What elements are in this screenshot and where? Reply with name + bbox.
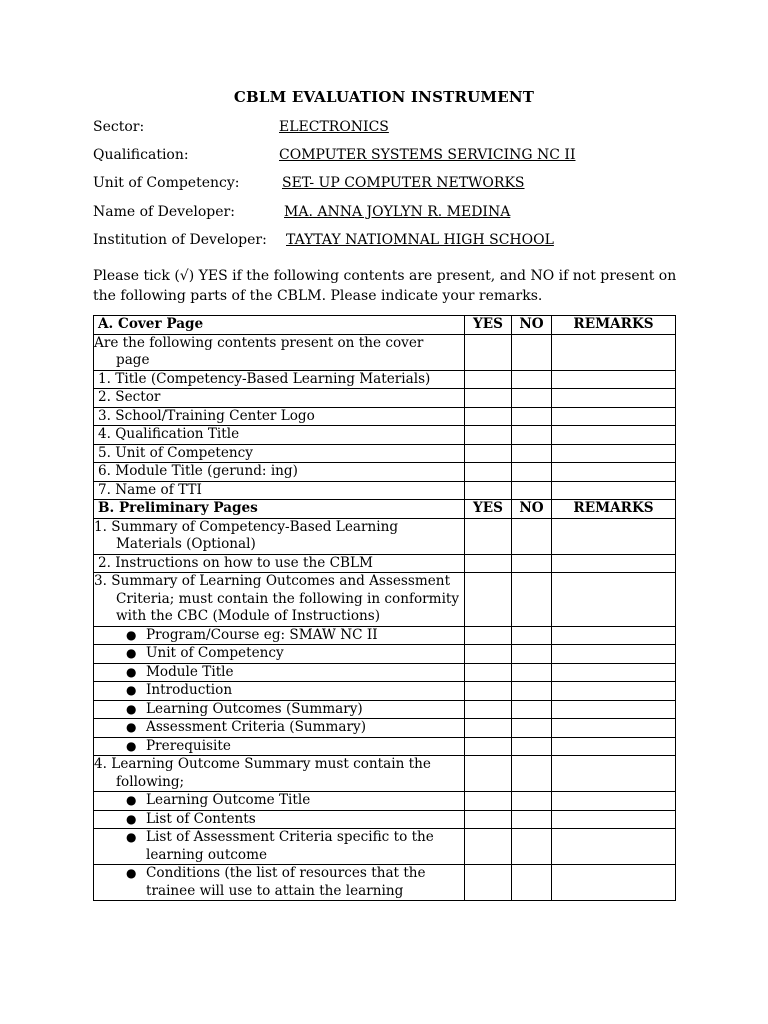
remarks-cell[interactable]: [552, 756, 676, 792]
table-row: [94, 518, 676, 554]
table-row: [94, 389, 676, 408]
qualification-value: COMPUTER SYSTEMS SERVICING NC II: [279, 147, 576, 163]
unit-row: [93, 175, 525, 191]
item-label: 2. Instructions on how to use the CBLM: [94, 554, 465, 573]
table-row: [94, 481, 676, 500]
no-cell[interactable]: [512, 481, 552, 500]
remarks-cell[interactable]: [552, 810, 676, 829]
qualification-row: [93, 147, 576, 163]
no-cell[interactable]: [512, 829, 552, 865]
yes-cell[interactable]: [465, 829, 512, 865]
item-label: 7. Name of TTI: [94, 481, 465, 500]
no-cell[interactable]: [512, 370, 552, 389]
item-label: 6. Module Title (gerund: ing): [94, 463, 465, 482]
table-row: [94, 792, 676, 811]
no-cell[interactable]: [512, 865, 552, 901]
table-row: [94, 700, 676, 719]
remarks-cell[interactable]: [552, 573, 676, 627]
yes-cell[interactable]: [465, 370, 512, 389]
bullet-item: [94, 700, 465, 719]
remarks-cell[interactable]: [552, 518, 676, 554]
item-label: 2. Sector: [94, 389, 465, 408]
item-label: 3. Summary of Learning Outcomes and Assessment Criteria; must contain the following in conformity with the CBC (Module of Instructions): [94, 573, 465, 627]
yes-cell[interactable]: [465, 463, 512, 482]
remarks-cell[interactable]: [552, 426, 676, 445]
bullet-text: List of Contents: [146, 810, 256, 827]
bullet-icon: ●: [126, 811, 137, 826]
no-cell[interactable]: [512, 573, 552, 627]
remarks-cell[interactable]: [552, 792, 676, 811]
section-b-header-row: [94, 500, 676, 519]
section-a-header: A. Cover Page: [94, 316, 465, 335]
no-cell[interactable]: [512, 645, 552, 664]
sector-value: ELECTRONICS: [279, 119, 389, 135]
yes-cell[interactable]: [465, 719, 512, 738]
no-column-header: NO: [512, 500, 552, 519]
bullet-text: Module Title: [146, 663, 234, 680]
remarks-cell[interactable]: [552, 370, 676, 389]
no-cell[interactable]: [512, 518, 552, 554]
remarks-cell[interactable]: [552, 645, 676, 664]
bullet-text: Program/Course eg: SMAW NC II: [146, 626, 378, 643]
remarks-cell[interactable]: [552, 481, 676, 500]
no-cell[interactable]: [512, 700, 552, 719]
yes-cell[interactable]: [465, 645, 512, 664]
table-row: [94, 554, 676, 573]
no-cell[interactable]: [512, 792, 552, 811]
table-row: [94, 682, 676, 701]
bullet-item: [94, 682, 465, 701]
bullet-text: Unit of Competency: [146, 645, 284, 661]
no-cell[interactable]: [512, 426, 552, 445]
table-row: [94, 407, 676, 426]
bullet-icon: ●: [126, 866, 137, 880]
developer-label: Name of Developer:: [93, 204, 235, 220]
qualification-label: Qualification:: [93, 147, 189, 163]
no-cell[interactable]: [512, 334, 552, 370]
remarks-cell[interactable]: [552, 663, 676, 682]
bullet-icon: ●: [126, 830, 137, 844]
no-cell[interactable]: [512, 810, 552, 829]
unit-value: SET- UP COMPUTER NETWORKS: [282, 175, 525, 191]
table-row: [94, 645, 676, 664]
bullet-item: [94, 829, 465, 865]
bullet-text: Introduction: [146, 682, 233, 698]
remarks-column-header: REMARKS: [552, 500, 676, 519]
no-cell[interactable]: [512, 444, 552, 463]
yes-cell[interactable]: [465, 700, 512, 719]
bullet-item: [94, 865, 465, 901]
bullet-icon: ●: [126, 720, 137, 734]
table-row: [94, 444, 676, 463]
section-a-header-row: [94, 316, 676, 335]
no-cell[interactable]: [512, 554, 552, 573]
remarks-cell[interactable]: [552, 389, 676, 408]
bullet-text: List of Assessment Criteria specific to the learning outcome: [146, 829, 434, 863]
no-cell[interactable]: [512, 626, 552, 645]
yes-cell[interactable]: [465, 810, 512, 829]
table-row: [94, 334, 676, 370]
no-cell[interactable]: [512, 663, 552, 682]
bullet-item: [94, 792, 465, 811]
item-label: 1. Summary of Competency-Based Learning Materials (Optional): [94, 518, 465, 554]
bullet-text: Assessment Criteria (Summary): [146, 719, 367, 735]
table-row: [94, 810, 676, 829]
bullet-icon: ●: [126, 646, 137, 660]
item-label: 5. Unit of Competency: [94, 444, 465, 463]
bullet-item: [94, 719, 465, 738]
yes-cell[interactable]: [465, 737, 512, 756]
remarks-cell[interactable]: [552, 626, 676, 645]
section-a-intro: Are the following contents present on the cover page: [94, 334, 465, 370]
section-b-header: B. Preliminary Pages: [94, 500, 465, 519]
bullet-item: [94, 737, 465, 756]
no-cell[interactable]: [512, 719, 552, 738]
no-cell[interactable]: [512, 737, 552, 756]
no-cell[interactable]: [512, 756, 552, 792]
table-row: [94, 829, 676, 865]
remarks-cell[interactable]: [552, 682, 676, 701]
no-cell[interactable]: [512, 682, 552, 701]
bullet-item: [94, 810, 465, 829]
no-cell[interactable]: [512, 407, 552, 426]
developer-value: MA. ANNA JOYLYN R. MEDINA: [284, 204, 511, 220]
bullet-icon: ●: [126, 793, 137, 807]
institution-label: Institution of Developer:: [93, 232, 267, 248]
sector-label: Sector:: [93, 119, 145, 135]
item-label: 3. School/Training Center Logo: [94, 407, 465, 426]
table-row: [94, 719, 676, 738]
yes-cell[interactable]: [465, 334, 512, 370]
table-row: [94, 463, 676, 482]
bullet-icon: ●: [126, 701, 137, 716]
remarks-column-header: REMARKS: [552, 316, 676, 335]
table-row: [94, 663, 676, 682]
item-label: 4. Qualification Title: [94, 426, 465, 445]
no-cell[interactable]: [512, 389, 552, 408]
remarks-cell[interactable]: [552, 719, 676, 738]
table-row: [94, 865, 676, 901]
yes-cell[interactable]: [465, 554, 512, 573]
table-row: [94, 737, 676, 756]
remarks-cell[interactable]: [552, 444, 676, 463]
remarks-cell[interactable]: [552, 407, 676, 426]
evaluation-table: [93, 315, 676, 901]
yes-cell[interactable]: [465, 865, 512, 901]
page-title: CBLM EVALUATION INSTRUMENT: [233, 88, 535, 106]
remarks-cell[interactable]: [552, 463, 676, 482]
bullet-icon: ●: [126, 738, 137, 753]
instructions-text: Please tick (√) YES if the following contents are present, and NO if not present on the following parts of the CBLM. Please indicate your remarks.: [93, 268, 677, 304]
item-label: 1. Title (Competency-Based Learning Materials): [94, 370, 465, 389]
remarks-cell[interactable]: [552, 334, 676, 370]
yes-cell[interactable]: [465, 518, 512, 554]
bullet-item: [94, 663, 465, 682]
remarks-cell[interactable]: [552, 737, 676, 756]
institution-value: TAYTAY NATIOMNAL HIGH SCHOOL: [286, 232, 554, 248]
yes-column-header: YES: [465, 316, 512, 335]
yes-cell[interactable]: [465, 407, 512, 426]
yes-cell[interactable]: [465, 626, 512, 645]
table-row: [94, 756, 676, 792]
yes-cell[interactable]: [465, 426, 512, 445]
remarks-cell[interactable]: [552, 554, 676, 573]
bullet-text: Prerequisite: [146, 737, 231, 754]
yes-column-header: YES: [465, 500, 512, 519]
sector-row: [93, 119, 389, 135]
bullet-item: [94, 626, 465, 645]
table-row: [94, 573, 676, 627]
bullet-icon: ●: [126, 627, 137, 642]
remarks-cell[interactable]: [552, 700, 676, 719]
table-row: [94, 370, 676, 389]
institution-row: [93, 232, 554, 248]
bullet-icon: ●: [126, 683, 137, 697]
yes-cell[interactable]: [465, 389, 512, 408]
remarks-cell[interactable]: [552, 829, 676, 865]
yes-cell[interactable]: [465, 682, 512, 701]
bullet-icon: ●: [126, 664, 137, 679]
yes-cell[interactable]: [465, 573, 512, 627]
no-column-header: NO: [512, 316, 552, 335]
remarks-cell[interactable]: [552, 865, 676, 901]
bullet-item: [94, 645, 465, 664]
yes-cell[interactable]: [465, 663, 512, 682]
no-cell[interactable]: [512, 463, 552, 482]
yes-cell[interactable]: [465, 481, 512, 500]
table-row: [94, 626, 676, 645]
yes-cell[interactable]: [465, 444, 512, 463]
bullet-text: Learning Outcome Title: [146, 792, 311, 808]
developer-row: [93, 204, 511, 220]
bullet-text: Learning Outcomes (Summary): [146, 700, 363, 717]
item-label: 4. Learning Outcome Summary must contain the following;: [94, 756, 465, 792]
table-row: [94, 426, 676, 445]
bullet-text: Conditions (the list of resources that the trainee will use to attain the learning: [146, 865, 426, 899]
yes-cell[interactable]: [465, 792, 512, 811]
yes-cell[interactable]: [465, 756, 512, 792]
unit-label: Unit of Competency:: [93, 175, 240, 191]
